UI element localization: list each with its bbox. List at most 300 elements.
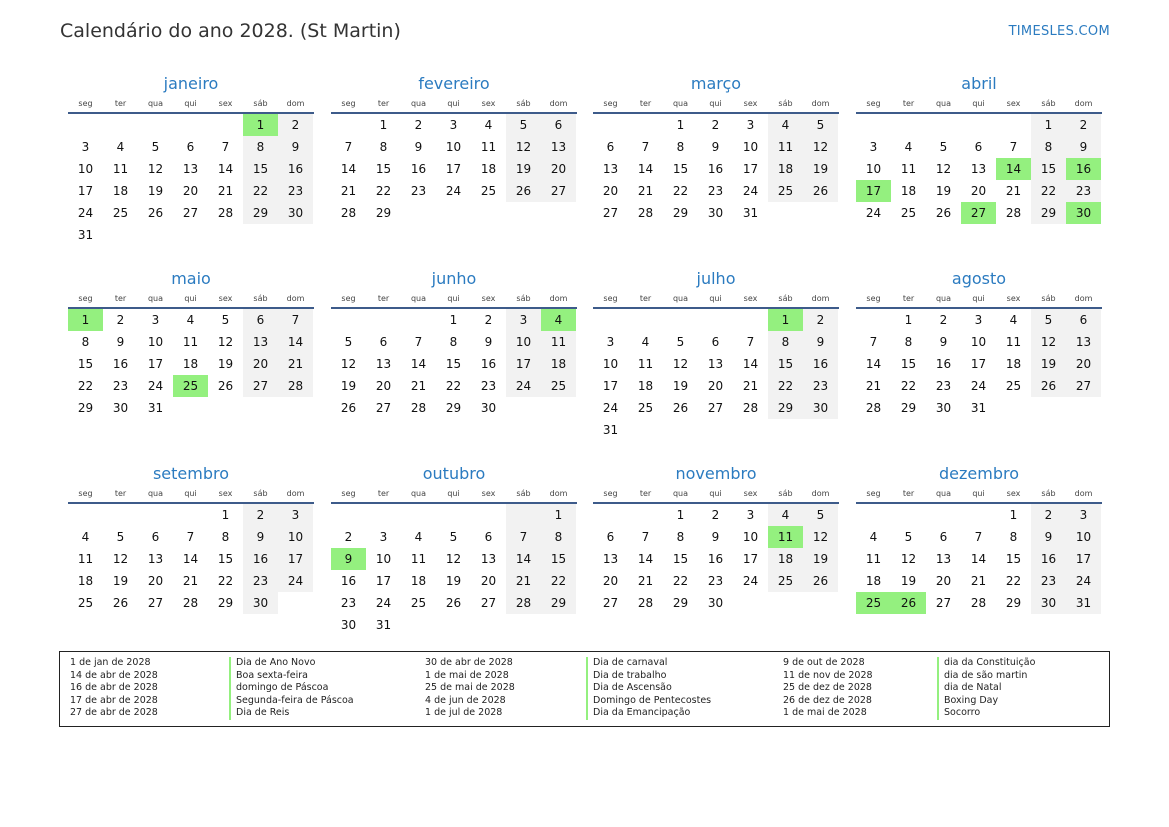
day-cell: 3 bbox=[606, 335, 615, 349]
day-cell: 20 bbox=[541, 158, 576, 180]
day-cell: 20 bbox=[182, 184, 199, 198]
day-cell: 11 bbox=[77, 552, 94, 566]
day-cell: 17 bbox=[278, 548, 313, 570]
day-cell: 3 bbox=[974, 313, 983, 327]
page-title: Calendário do ano 2028. (St Martin) bbox=[60, 20, 401, 42]
weekday-label: ter bbox=[377, 294, 390, 303]
day-cell: 26 bbox=[112, 596, 129, 610]
day-cell: 20 bbox=[935, 574, 952, 588]
day-cell: 6 bbox=[939, 530, 948, 544]
day-cell: 28 bbox=[970, 596, 987, 610]
day-cell: 10 bbox=[970, 335, 987, 349]
weekday-label: sáb bbox=[516, 294, 531, 303]
day-cell: 11 bbox=[112, 162, 129, 176]
day-cell: 29 bbox=[900, 401, 917, 415]
weekday-label: qua bbox=[935, 294, 952, 303]
day-cell: 14 bbox=[742, 357, 759, 371]
day-cell: 8 bbox=[449, 335, 458, 349]
day-cell: 5 bbox=[449, 530, 458, 544]
day-cell: 29 bbox=[768, 397, 803, 419]
legend-holiday-name: Dia de Reis bbox=[229, 707, 354, 720]
legend-date: 25 de dez de 2028 bbox=[783, 682, 872, 694]
day-cell: 30 bbox=[243, 592, 278, 614]
day-cell: 9 bbox=[1031, 526, 1066, 548]
day-cell: 24 bbox=[147, 379, 164, 393]
empty-cell bbox=[628, 419, 663, 441]
weekday-label: seg bbox=[603, 489, 618, 498]
day-cell: 19 bbox=[112, 574, 129, 588]
day-cell: 24 bbox=[602, 401, 619, 415]
empty-cell bbox=[506, 504, 541, 526]
legend-date: 30 de abr de 2028 bbox=[425, 657, 513, 668]
holiday-day-cell: 11 bbox=[768, 526, 803, 548]
legend-date: 1 de mai de 2028 bbox=[783, 707, 867, 719]
weekday-label: qua bbox=[410, 489, 427, 498]
day-cell: 29 bbox=[1031, 202, 1066, 224]
day-cell: 21 bbox=[637, 184, 654, 198]
empty-cell bbox=[103, 504, 138, 526]
day-grid bbox=[331, 114, 577, 224]
day-cell: 27 bbox=[182, 206, 199, 220]
month-name: abril bbox=[961, 74, 997, 93]
weekday-label: sáb bbox=[516, 99, 531, 108]
day-cell: 12 bbox=[147, 162, 164, 176]
day-cell: 20 bbox=[970, 184, 987, 198]
weekday-label: dom bbox=[286, 294, 305, 303]
empty-cell bbox=[961, 504, 996, 526]
day-cell: 4 bbox=[768, 504, 803, 526]
month-name: agosto bbox=[951, 269, 1007, 288]
empty-cell bbox=[506, 397, 541, 419]
day-cell: 18 bbox=[865, 574, 882, 588]
day-cell: 24 bbox=[970, 379, 987, 393]
day-cell: 9 bbox=[278, 136, 313, 158]
weekday-label: ter bbox=[114, 294, 127, 303]
weekday-header bbox=[68, 98, 314, 114]
day-cell: 6 bbox=[541, 114, 576, 136]
day-cell: 24 bbox=[742, 184, 759, 198]
empty-cell bbox=[103, 224, 138, 246]
weekday-label: sáb bbox=[1041, 99, 1056, 108]
day-cell: 4 bbox=[768, 114, 803, 136]
weekday-label: qui bbox=[184, 99, 197, 108]
day-cell: 20 bbox=[602, 574, 619, 588]
day-cell: 22 bbox=[768, 375, 803, 397]
day-cell: 16 bbox=[340, 574, 357, 588]
empty-cell bbox=[593, 504, 628, 526]
legend-names-col-2 bbox=[586, 657, 711, 720]
day-cell: 17 bbox=[445, 162, 462, 176]
day-cell: 25 bbox=[77, 596, 94, 610]
weekday-label: sex bbox=[481, 489, 496, 498]
day-cell: 17 bbox=[147, 357, 164, 371]
day-cell: 21 bbox=[182, 574, 199, 588]
day-cell: 8 bbox=[81, 335, 90, 349]
weekday-label: sex bbox=[1006, 99, 1021, 108]
weekday-label: sáb bbox=[1041, 489, 1056, 498]
legend-dates-col-2 bbox=[425, 657, 515, 720]
day-cell: 23 bbox=[243, 570, 278, 592]
day-cell: 13 bbox=[480, 552, 497, 566]
weekday-label: sex bbox=[481, 294, 496, 303]
day-cell: 24 bbox=[375, 596, 392, 610]
month-name: junho bbox=[431, 269, 477, 288]
holiday-day-cell: 25 bbox=[856, 592, 891, 614]
day-cell: 22 bbox=[672, 184, 689, 198]
weekday-label: ter bbox=[902, 294, 915, 303]
day-cell: 1 bbox=[449, 313, 458, 327]
empty-cell bbox=[891, 114, 926, 136]
holiday-day-cell: 30 bbox=[1066, 202, 1101, 224]
holiday-day-cell: 25 bbox=[173, 375, 208, 397]
day-cell: 3 bbox=[81, 140, 90, 154]
day-cell: 20 bbox=[1066, 353, 1101, 375]
month-7 bbox=[593, 269, 839, 441]
empty-cell bbox=[628, 309, 663, 331]
empty-cell bbox=[173, 224, 208, 246]
day-cell: 28 bbox=[506, 592, 541, 614]
day-cell: 31 bbox=[602, 423, 619, 437]
month-10 bbox=[331, 464, 577, 636]
day-cell: 18 bbox=[900, 184, 917, 198]
weekday-label: seg bbox=[866, 489, 881, 498]
day-grid bbox=[856, 114, 1102, 224]
holiday-day-cell: 14 bbox=[996, 158, 1031, 180]
empty-cell bbox=[366, 309, 401, 331]
day-cell: 21 bbox=[410, 379, 427, 393]
empty-cell bbox=[401, 309, 436, 331]
day-cell: 11 bbox=[768, 136, 803, 158]
day-cell: 5 bbox=[676, 335, 685, 349]
weekday-label: qua bbox=[672, 489, 689, 498]
day-cell: 27 bbox=[375, 401, 392, 415]
day-cell: 17 bbox=[970, 357, 987, 371]
day-cell: 13 bbox=[602, 162, 619, 176]
day-cell: 14 bbox=[278, 331, 313, 353]
weekday-label: qua bbox=[672, 99, 689, 108]
brand-link[interactable]: TIMESLES.COM bbox=[1008, 24, 1110, 39]
weekday-label: qui bbox=[709, 294, 722, 303]
holiday-day-cell: 27 bbox=[961, 202, 996, 224]
day-cell: 31 bbox=[375, 618, 392, 632]
legend-holiday-name: Dia da Emancipação bbox=[586, 707, 711, 720]
day-cell: 7 bbox=[278, 309, 313, 331]
day-cell: 2 bbox=[1066, 114, 1101, 136]
day-cell: 12 bbox=[935, 162, 952, 176]
legend-date: 17 de abr de 2028 bbox=[70, 694, 158, 706]
day-cell: 5 bbox=[221, 313, 230, 327]
empty-cell bbox=[68, 504, 103, 526]
day-cell: 26 bbox=[803, 570, 838, 592]
weekday-label: seg bbox=[603, 294, 618, 303]
day-cell: 22 bbox=[1005, 574, 1022, 588]
day-cell: 9 bbox=[1066, 136, 1101, 158]
empty-cell bbox=[541, 397, 576, 419]
empty-cell bbox=[471, 614, 506, 636]
day-cell: 15 bbox=[1005, 552, 1022, 566]
day-grid bbox=[68, 114, 314, 246]
empty-cell bbox=[278, 397, 313, 419]
day-cell: 18 bbox=[768, 158, 803, 180]
day-cell: 18 bbox=[541, 353, 576, 375]
day-cell: 17 bbox=[742, 552, 759, 566]
weekday-label: qua bbox=[147, 489, 164, 498]
day-cell: 10 bbox=[77, 162, 94, 176]
empty-cell bbox=[541, 202, 576, 224]
legend-dates-col-1 bbox=[70, 657, 158, 720]
legend-holiday-name: dia de Natal bbox=[937, 682, 1035, 695]
day-cell: 22 bbox=[672, 574, 689, 588]
day-cell: 15 bbox=[77, 357, 94, 371]
day-cell: 7 bbox=[506, 526, 541, 548]
day-cell: 14 bbox=[410, 357, 427, 371]
holiday-day-cell: 1 bbox=[68, 309, 103, 331]
day-cell: 9 bbox=[939, 335, 948, 349]
weekday-label: qua bbox=[410, 294, 427, 303]
day-cell: 27 bbox=[243, 375, 278, 397]
day-cell: 23 bbox=[707, 184, 724, 198]
day-cell: 19 bbox=[340, 379, 357, 393]
day-cell: 22 bbox=[243, 180, 278, 202]
day-cell: 29 bbox=[445, 401, 462, 415]
day-cell: 2 bbox=[344, 530, 353, 544]
day-cell: 10 bbox=[506, 331, 541, 353]
day-cell: 20 bbox=[375, 379, 392, 393]
day-cell: 25 bbox=[410, 596, 427, 610]
day-cell: 9 bbox=[711, 140, 720, 154]
month-name: setembro bbox=[152, 464, 230, 483]
weekday-label: sex bbox=[218, 489, 233, 498]
legend-date: 11 de nov de 2028 bbox=[783, 669, 873, 681]
day-cell: 10 bbox=[375, 552, 392, 566]
weekday-label: dom bbox=[286, 99, 305, 108]
weekday-label: dom bbox=[549, 294, 568, 303]
day-cell: 6 bbox=[606, 140, 615, 154]
month-8 bbox=[856, 269, 1102, 419]
day-cell: 23 bbox=[112, 379, 129, 393]
day-cell: 5 bbox=[506, 114, 541, 136]
weekday-label: dom bbox=[549, 99, 568, 108]
day-cell: 12 bbox=[340, 357, 357, 371]
weekday-label: qua bbox=[410, 99, 427, 108]
day-cell: 10 bbox=[742, 530, 759, 544]
month-name: janeiro bbox=[163, 74, 219, 93]
day-cell: 5 bbox=[803, 504, 838, 526]
day-cell: 15 bbox=[672, 552, 689, 566]
day-cell: 26 bbox=[217, 379, 234, 393]
weekday-label: dom bbox=[1074, 294, 1093, 303]
day-cell: 10 bbox=[1066, 526, 1101, 548]
legend-holiday-name: dia da Constituição bbox=[937, 657, 1035, 670]
day-cell: 7 bbox=[641, 530, 650, 544]
day-cell: 6 bbox=[974, 140, 983, 154]
day-cell: 11 bbox=[541, 331, 576, 353]
empty-cell bbox=[593, 114, 628, 136]
day-cell: 3 bbox=[1066, 504, 1101, 526]
empty-cell bbox=[436, 504, 471, 526]
day-cell: 13 bbox=[707, 357, 724, 371]
legend-holiday-name: Dia de Ascensão bbox=[586, 682, 711, 695]
day-cell: 30 bbox=[278, 202, 313, 224]
weekday-label: qui bbox=[972, 99, 985, 108]
empty-cell bbox=[698, 419, 733, 441]
day-cell: 1 bbox=[541, 504, 576, 526]
day-cell: 20 bbox=[707, 379, 724, 393]
day-cell: 30 bbox=[1031, 592, 1066, 614]
day-cell: 8 bbox=[1031, 136, 1066, 158]
day-cell: 4 bbox=[81, 530, 90, 544]
weekday-label: dom bbox=[811, 489, 830, 498]
month-5 bbox=[68, 269, 314, 419]
day-cell: 24 bbox=[445, 184, 462, 198]
day-cell: 7 bbox=[869, 335, 878, 349]
empty-cell bbox=[856, 309, 891, 331]
day-grid bbox=[593, 504, 839, 614]
day-cell: 25 bbox=[480, 184, 497, 198]
day-cell: 23 bbox=[278, 180, 313, 202]
weekday-label: qui bbox=[972, 294, 985, 303]
day-cell: 7 bbox=[641, 140, 650, 154]
day-cell: 11 bbox=[637, 357, 654, 371]
weekday-label: qui bbox=[447, 99, 460, 108]
holiday-day-cell: 1 bbox=[768, 309, 803, 331]
empty-cell bbox=[401, 202, 436, 224]
day-cell: 12 bbox=[1031, 331, 1066, 353]
day-cell: 24 bbox=[742, 574, 759, 588]
day-cell: 11 bbox=[410, 552, 427, 566]
day-cell: 21 bbox=[506, 570, 541, 592]
day-cell: 30 bbox=[935, 401, 952, 415]
day-grid bbox=[68, 504, 314, 614]
weekday-label: seg bbox=[341, 294, 356, 303]
day-cell: 19 bbox=[935, 184, 952, 198]
legend-holiday-name: Socorro bbox=[937, 707, 1035, 720]
empty-cell bbox=[926, 504, 961, 526]
day-cell: 12 bbox=[672, 357, 689, 371]
day-cell: 10 bbox=[742, 140, 759, 154]
day-cell: 28 bbox=[637, 596, 654, 610]
day-cell: 26 bbox=[803, 180, 838, 202]
month-name: fevereiro bbox=[418, 74, 490, 93]
legend-names-col-1 bbox=[229, 657, 354, 720]
day-cell: 1 bbox=[1031, 114, 1066, 136]
month-name: julho bbox=[696, 269, 736, 288]
month-name: outubro bbox=[422, 464, 486, 483]
weekday-header bbox=[68, 293, 314, 309]
day-cell: 29 bbox=[217, 596, 234, 610]
weekday-label: sáb bbox=[1041, 294, 1056, 303]
weekday-label: qui bbox=[184, 489, 197, 498]
day-cell: 22 bbox=[375, 184, 392, 198]
weekday-label: qua bbox=[147, 99, 164, 108]
day-cell: 8 bbox=[676, 140, 685, 154]
day-cell: 23 bbox=[1031, 570, 1066, 592]
legend-dates-col-3 bbox=[783, 657, 873, 720]
day-cell: 29 bbox=[375, 206, 392, 220]
day-cell: 22 bbox=[77, 379, 94, 393]
day-cell: 26 bbox=[935, 206, 952, 220]
empty-cell bbox=[138, 504, 173, 526]
day-cell: 18 bbox=[77, 574, 94, 588]
day-cell: 7 bbox=[414, 335, 423, 349]
day-cell: 6 bbox=[606, 530, 615, 544]
empty-cell bbox=[628, 504, 663, 526]
month-1 bbox=[68, 74, 314, 246]
day-cell: 7 bbox=[186, 530, 195, 544]
day-cell: 6 bbox=[711, 335, 720, 349]
day-cell: 26 bbox=[445, 596, 462, 610]
empty-cell bbox=[138, 224, 173, 246]
day-cell: 3 bbox=[869, 140, 878, 154]
day-cell: 5 bbox=[803, 114, 838, 136]
legend-names-col-3 bbox=[937, 657, 1035, 720]
day-cell: 4 bbox=[904, 140, 913, 154]
holiday-day-cell: 16 bbox=[1066, 158, 1101, 180]
day-cell: 29 bbox=[1005, 596, 1022, 610]
day-cell: 14 bbox=[182, 552, 199, 566]
legend-date: 9 de out de 2028 bbox=[783, 657, 865, 668]
day-cell: 16 bbox=[707, 552, 724, 566]
day-cell: 22 bbox=[541, 570, 576, 592]
weekday-label: seg bbox=[866, 99, 881, 108]
day-cell: 13 bbox=[182, 162, 199, 176]
day-cell: 28 bbox=[637, 206, 654, 220]
day-grid bbox=[68, 309, 314, 419]
day-cell: 23 bbox=[707, 574, 724, 588]
day-cell: 30 bbox=[707, 206, 724, 220]
day-cell: 3 bbox=[746, 508, 755, 522]
day-cell: 26 bbox=[672, 401, 689, 415]
day-cell: 21 bbox=[278, 353, 313, 375]
day-cell: 31 bbox=[1066, 592, 1101, 614]
day-cell: 13 bbox=[602, 552, 619, 566]
day-cell: 6 bbox=[484, 530, 493, 544]
weekday-label: ter bbox=[639, 99, 652, 108]
day-cell: 12 bbox=[445, 552, 462, 566]
empty-cell bbox=[471, 202, 506, 224]
day-cell: 3 bbox=[151, 313, 160, 327]
day-cell: 2 bbox=[939, 313, 948, 327]
empty-cell bbox=[173, 504, 208, 526]
weekday-label: qua bbox=[935, 489, 952, 498]
day-cell: 5 bbox=[939, 140, 948, 154]
day-cell: 11 bbox=[865, 552, 882, 566]
weekday-label: dom bbox=[286, 489, 305, 498]
day-cell: 2 bbox=[803, 309, 838, 331]
weekday-label: ter bbox=[902, 489, 915, 498]
day-cell: 1 bbox=[1009, 508, 1018, 522]
holiday-legend bbox=[59, 651, 1110, 727]
day-cell: 29 bbox=[77, 401, 94, 415]
day-cell: 14 bbox=[217, 162, 234, 176]
day-cell: 2 bbox=[711, 118, 720, 132]
day-cell: 11 bbox=[900, 162, 917, 176]
weekday-label: sex bbox=[481, 99, 496, 108]
weekday-label: sex bbox=[743, 489, 758, 498]
weekday-label: ter bbox=[639, 489, 652, 498]
day-cell: 15 bbox=[375, 162, 392, 176]
weekday-header bbox=[856, 293, 1102, 309]
legend-date: 16 de abr de 2028 bbox=[70, 682, 158, 694]
day-cell: 15 bbox=[672, 162, 689, 176]
day-cell: 19 bbox=[1031, 353, 1066, 375]
day-cell: 17 bbox=[506, 353, 541, 375]
holiday-day-cell: 17 bbox=[856, 180, 891, 202]
day-cell: 27 bbox=[147, 596, 164, 610]
weekday-label: dom bbox=[811, 99, 830, 108]
day-cell: 31 bbox=[77, 228, 94, 242]
weekday-label: sáb bbox=[253, 99, 268, 108]
